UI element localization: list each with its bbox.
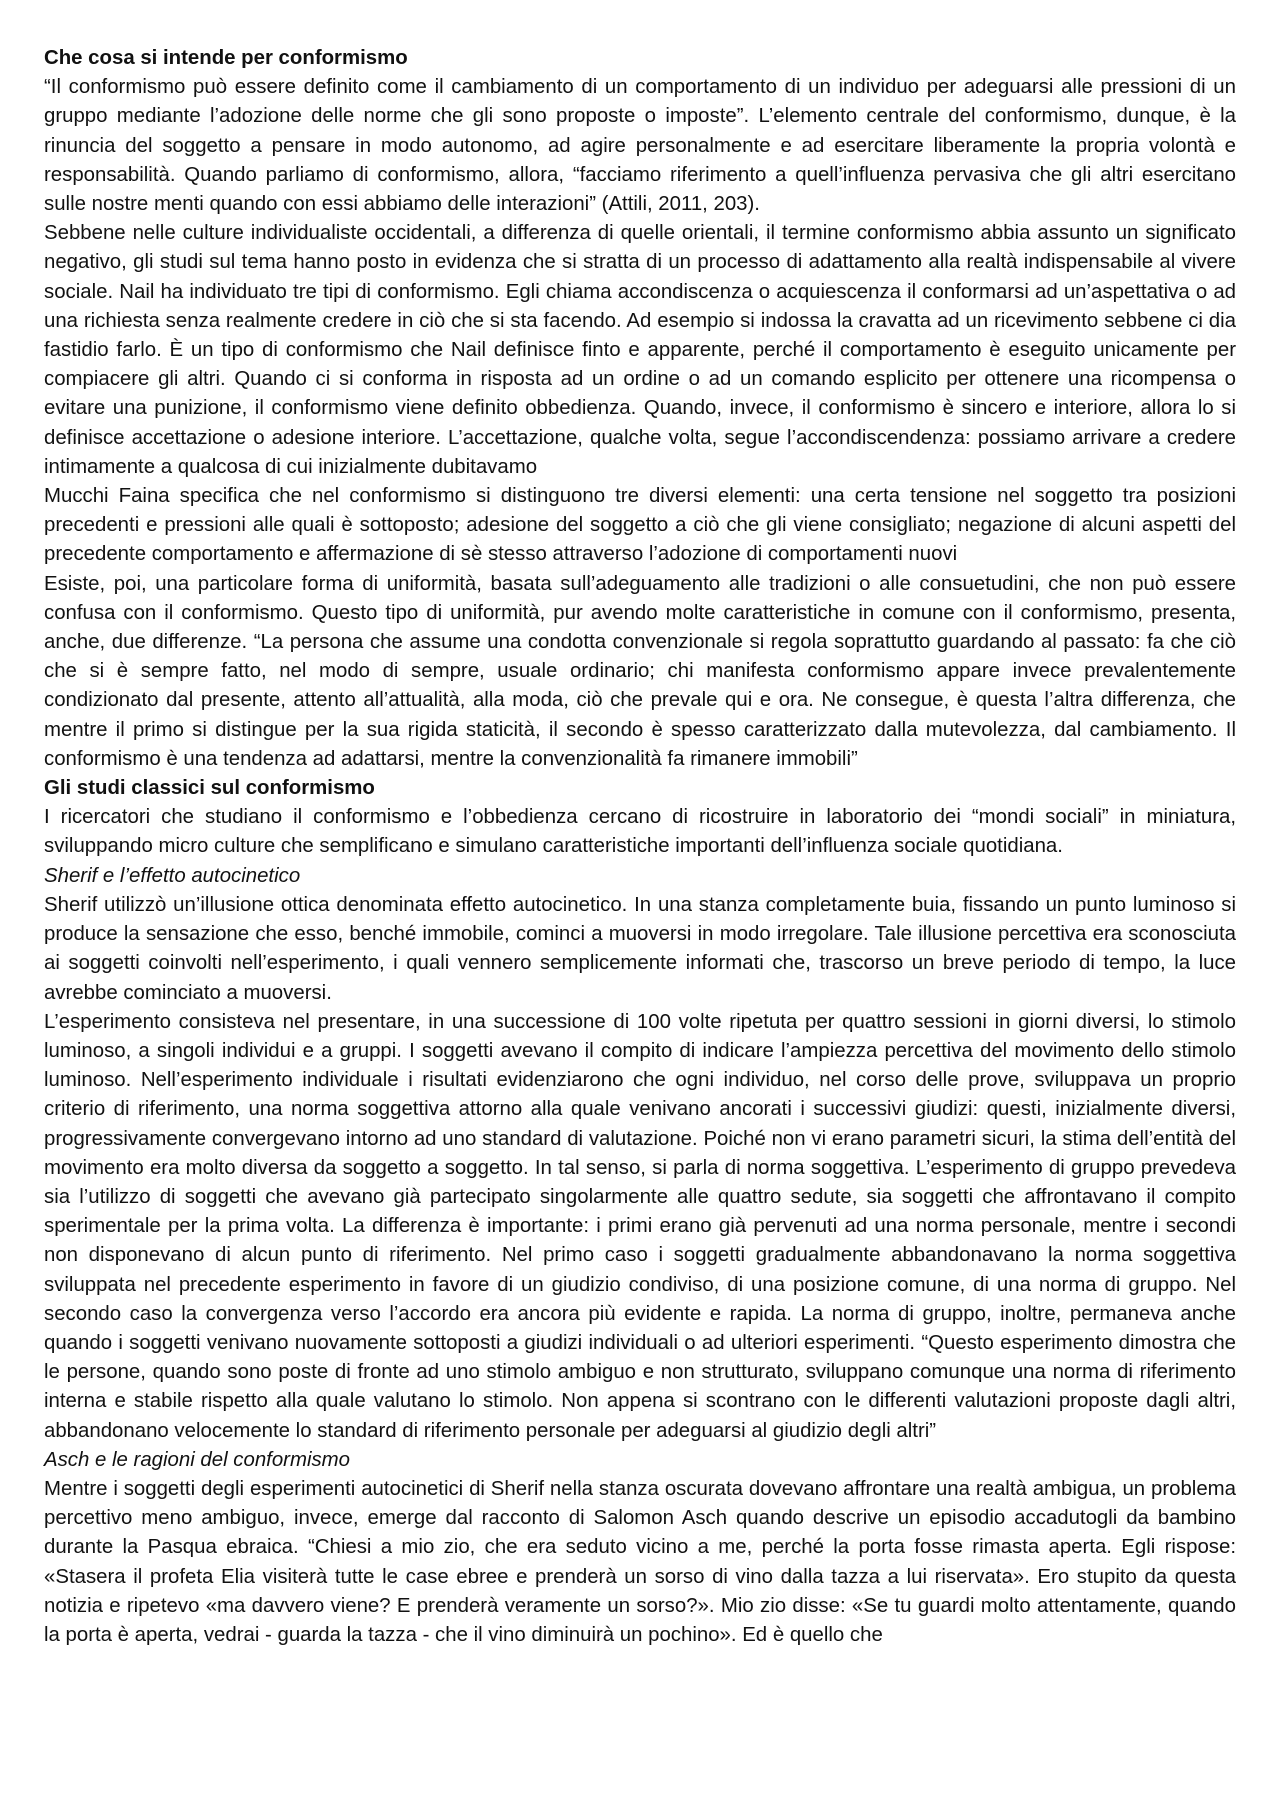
section-heading: Che cosa si intende per conformismo <box>44 47 408 69</box>
paragraph: Sebbene nelle culture individualiste occidentali, a differenza di quelle orientali, il termine conformismo abbia assunto un significato negativo, gli studi sul tema hanno posto in evidenza che si stratta di un processo di adattamento alla realtà indispensabile al vivere sociale. Nail ha individuato tre tipi di conformismo. Egli chiama accondiscenza o acquiescenza il conformarsi ad un’aspettativa o ad una richiesta senza realmente credere in ciò che si sta facendo. Ad esempio si indossa la cravatta ad un ricevimento sebbene ci dia fastidio farlo. È un tipo di conformismo che Nail definisce finto e apparente, perché il comportamento è eseguito unicamente per compiacere gli altri. Quando ci si conforma in risposta ad un ordine o ad un comando esplicito per ottenere una ricompensa o evitare una punizione, il conformismo viene definito obbedienza. Quando, invece, il conformismo è sincero e interiore, allora lo si definisce accettazione o adesione interiore. L’accettazione, qualche volta, segue l’accondiscendenza: possiamo arrivare a credere intimamente a qualcosa di cui inizialmente dubitavamo <box>44 222 1236 478</box>
paragraph: Mentre i soggetti degli esperimenti autocinetici di Sherif nella stanza oscurata dovevano affrontare una realtà ambigua, un problema percettivo meno ambiguo, invece, emerge dal racconto di Salomon Asch quando descrive un episodio accadutogli da bambino durante la Pasqua ebraica. “Chiesi a mio zio, che era seduto vicino a me, perché la porta fosse rimasta aperta. Egli rispose: «Stasera il profeta Elia visiterà tutte le case ebree e prenderà un sorso di vino dalla tazza a lui riservata». Ero stupito da questa notizia e ripetevo «ma davvero viene? E prenderà veramente un sorso?». Mio zio disse: «Se tu guardi molto attentamente, quando la porta è aperta, vedrai - guarda la tazza - che il vino diminuirà un pochino». Ed è quello che <box>44 1477 1236 1646</box>
paragraph: I ricercatori che studiano il conformismo e l’obbedienza cercano di ricostruire in laboratorio dei “mondi sociali” in miniatura, sviluppando micro culture che semplificano e simulano caratteristiche importanti dell’influenza sociale quotidiana. <box>44 806 1236 858</box>
paragraph: “Il conformismo può essere definito come il cambiamento di un comportamento di un individuo per adeguarsi alle pressioni di un gruppo mediante l’adozione delle norme che gli sono proposte o imposte”. L’elemento centrale del conformismo, dunque, è la rinuncia del soggetto a pensare in modo autonomo, ad agire personalmente e ad esercitare liberamente la propria volontà e responsabilità. Quando parliamo di conformismo, allora, “facciamo riferimento a quell’influenza pervasiva che gli altri esercitano sulle nostre menti quando con essi abbiamo delle interazioni” (Attili, 2011, 203). <box>44 76 1236 216</box>
paragraph: Mucchi Faina specifica che nel conformismo si distinguono tre diversi elementi: una certa tensione nel soggetto tra posizioni precedenti e pressioni alle quali è sottoposto; adesione del soggetto a ciò che gli viene consigliato; negazione di alcuni aspetti del precedente comportamento e affermazione di sè stesso attraverso l’adozione di comportamenti nuovi <box>44 485 1236 566</box>
document-page <box>44 44 1236 1650</box>
paragraph: Sherif utilizzò un’illusione ottica denominata effetto autocinetico. In una stanza completamente buia, fissando un punto luminoso si produce la sensazione che esso, benché immobile, cominci a muoversi in modo irregolare. Tale illusione percettiva era sconosciuta ai soggetti coinvolti nell’esperimento, i quali vennero semplicemente informati che, trascorso un breve periodo di tempo, la luce avrebbe cominciato a muoversi. <box>44 893 1236 1004</box>
section-subheading: Asch e le ragioni del conformismo <box>44 1448 350 1471</box>
paragraph: L’esperimento consisteva nel presentare, in una successione di 100 volte ripetuta per quattro sessioni in giorni diversi, lo stimolo luminoso, a singoli individui e a gruppi. I soggetti avevano il compito di indicare l’ampiezza percettiva del movimento dello stimolo luminoso. Nell’esperimento individuale i risultati evidenziarono che ogni individuo, nel corso delle prove, sviluppava un proprio criterio di riferimento, una norma soggettiva attorno alla quale venivano ancorati i successivi giudizi: questi, inizialmente diversi, progressivamente convergevano intorno ad uno standard di valutazione. Poiché non vi erano parametri sicuri, la stima dell’entità del movimento era molto diversa da soggetto a soggetto. In tal senso, si parla di norma soggettiva. L’esperimento di gruppo prevedeva sia l’utilizzo di soggetti che avevano già partecipato singolarmente alle quattro sedute, sia soggetti che affrontavano il compito sperimentale per la prima volta. La differenza è importante: i primi erano già pervenuti ad una norma personale, mentre i secondi non disponevano di alcun punto di riferimento. Nel primo caso i soggetti gradualmente abbandonavano la norma soggettiva sviluppata nel precedente esperimento in favore di un giudizio condiviso, di una posizione comune, di una norma di gruppo. Nel secondo caso la convergenza verso l’accordo era ancora più evidente e rapida. La norma di gruppo, inoltre, permaneva anche quando i soggetti venivano nuovamente sottoposti a giudizi individuali o ad ulteriori esperimenti. “Questo esperimento dimostra che le persone, quando sono poste di fronte ad uno stimolo ambiguo e non strutturato, sviluppano comunque una norma di riferimento interna e stabile rispetto alla quale valutano lo stimolo. Non appena si scontrano con le differenti valutazioni proposte dagli altri, abbandonano velocemente lo standard di riferimento personale per adeguarsi al giudizio degli altri” <box>44 1010 1236 1442</box>
section-heading: Gli studi classici sul conformismo <box>44 777 375 800</box>
paragraph: Esiste, poi, una particolare forma di uniformità, basata sull’adeguamento alle tradizioni o alle consuetudini, che non può essere confusa con il conformismo. Questo tipo di uniformità, pur avendo molte caratteristiche in comune con il conformismo, presenta, anche, due differenze. “La persona che assume una condotta convenzionale si regola soprattutto guardando al passato: fa che ciò che si è sempre fatto, nel modo di sempre, usuale ordinario; chi manifesta conformismo appare invece prevalentemente condizionato dal presente, attento all’attualità, alla moda, ciò che prevale qui e ora. Ne consegue, è questa l’altra differenza, che mentre il primo si distingue per la sua rigida staticità, il secondo è spesso caratterizzato dalla mutevolezza, dal cambiamento. Il conformismo è una tendenza ad adattarsi, mentre la convenzionalità fa rimanere immobili” <box>44 572 1236 770</box>
section-subheading: Sherif e l’effetto autocinetico <box>44 864 301 887</box>
